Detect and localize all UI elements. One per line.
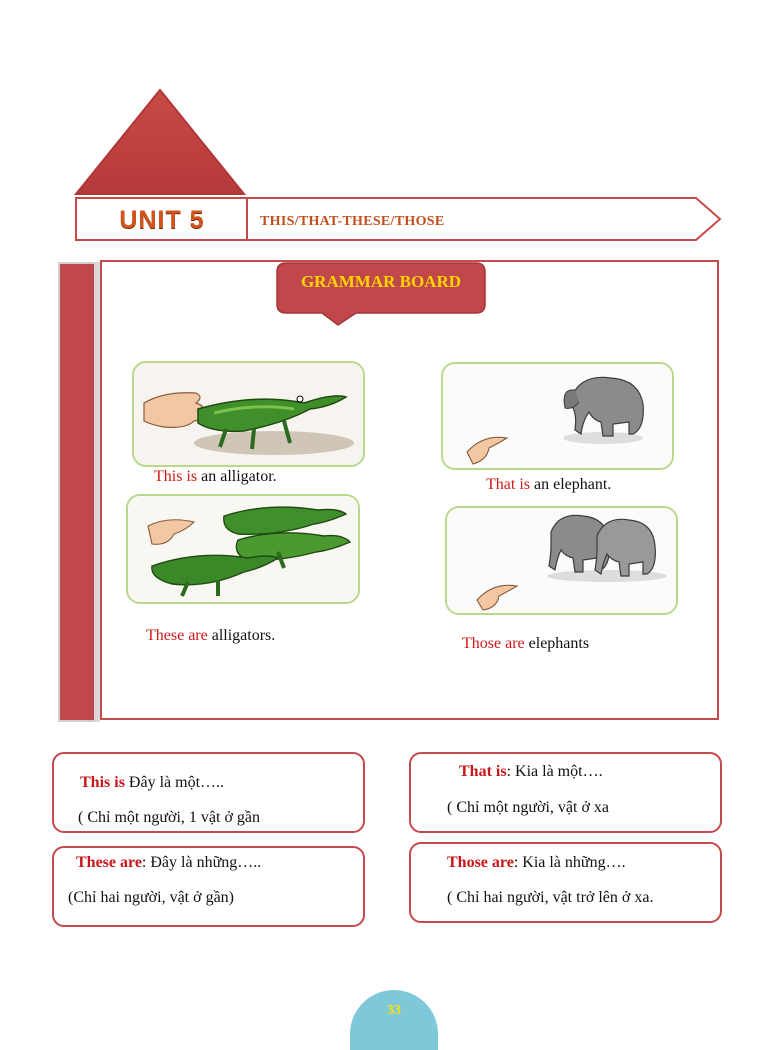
header-roof-shape bbox=[74, 88, 246, 196]
unit-title: UNIT 5 bbox=[119, 205, 205, 234]
example-this-is bbox=[154, 468, 277, 486]
elephant-pointing-illustration bbox=[443, 364, 672, 468]
picture-these-alligators bbox=[126, 494, 360, 604]
picture-that-elephant bbox=[441, 362, 674, 470]
example-rest: elephants bbox=[524, 635, 590, 652]
note-keyword: Those are bbox=[447, 854, 514, 871]
example-keyword: That is bbox=[486, 476, 530, 493]
note-box-this-is bbox=[52, 752, 365, 833]
example-keyword: This is bbox=[154, 468, 198, 485]
example-those-are bbox=[462, 635, 589, 653]
example-keyword: These are bbox=[146, 627, 208, 644]
board-sidebar-edge bbox=[94, 262, 100, 722]
note-meaning-text: : Kia là những…. bbox=[513, 854, 626, 871]
note-keyword: These are bbox=[76, 854, 142, 871]
note-box-these-are bbox=[52, 846, 365, 927]
note-meaning-text: Đây là một….. bbox=[124, 774, 225, 791]
page-number: 33 bbox=[387, 1003, 401, 1018]
grammar-board-title: GRAMMAR BOARD bbox=[300, 272, 462, 291]
note-usage: ( Chỉ hai người, vật trở lên ở xa. bbox=[447, 889, 654, 906]
example-rest: an elephant. bbox=[530, 476, 612, 493]
note-meaning bbox=[459, 763, 603, 781]
note-usage: (Chỉ hai người, vật ở gần) bbox=[68, 889, 235, 906]
picture-those-elephants bbox=[445, 506, 678, 615]
note-usage: ( Chỉ một người, vật ở xa bbox=[447, 799, 610, 816]
alligators-pointing-illustration bbox=[128, 496, 358, 602]
note-box-that-is bbox=[409, 752, 722, 833]
unit-subtitle: THIS/THAT-THESE/THOSE bbox=[260, 214, 445, 229]
note-meaning bbox=[76, 854, 261, 872]
note-meaning bbox=[80, 774, 224, 792]
picture-this-alligator bbox=[132, 361, 365, 467]
elephants-pointing-illustration bbox=[447, 508, 676, 613]
example-rest: an alligator. bbox=[197, 468, 277, 485]
note-meaning bbox=[447, 854, 626, 872]
page-number-badge bbox=[350, 990, 438, 1050]
example-that-is bbox=[486, 476, 611, 494]
note-box-those-are bbox=[409, 842, 722, 923]
note-usage: ( Chỉ một người, 1 vật ở gần bbox=[78, 809, 261, 826]
note-meaning-text: : Kia là một…. bbox=[506, 763, 603, 780]
note-meaning-text: : Đây là những….. bbox=[141, 854, 262, 871]
note-keyword: This is bbox=[80, 774, 125, 791]
example-keyword: Those are bbox=[462, 635, 525, 652]
alligator-pointing-illustration bbox=[134, 363, 363, 465]
note-keyword: That is bbox=[459, 763, 507, 780]
example-these-are bbox=[146, 627, 275, 645]
example-rest: alligators. bbox=[207, 627, 276, 644]
grammar-board-panel bbox=[100, 260, 719, 720]
